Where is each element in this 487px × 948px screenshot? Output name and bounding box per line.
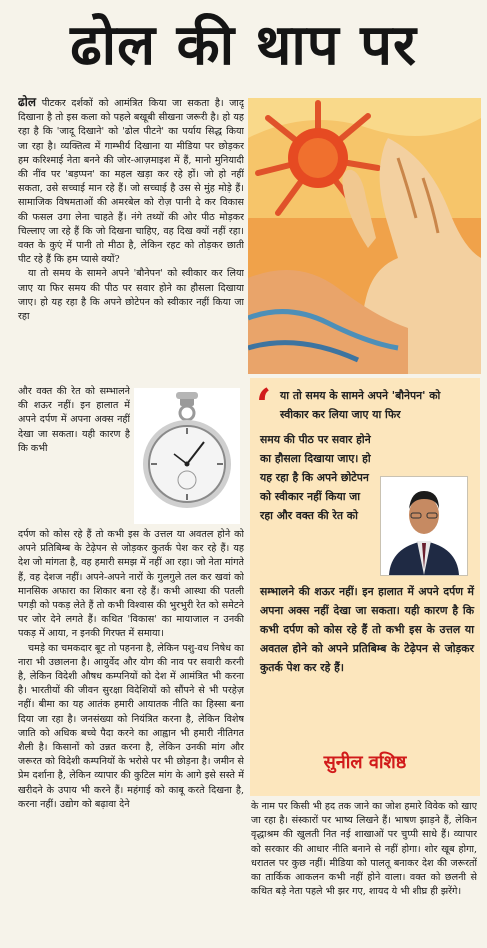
author-name: सुनील वशिष्ठ xyxy=(323,752,407,773)
quote-mark-icon: ‘ xyxy=(256,380,272,431)
article-column-1 xyxy=(18,95,244,385)
article-column-3 xyxy=(18,528,244,946)
pull-quote-line-2: समय की पीठ पर सवार होने का हौसला दिखाया जाए। हो यह रहा है कि अपने छोटेपन को स्वीकार नहीं किया जा रहा और वक्त की रेत को xyxy=(260,433,371,522)
article-column-2 xyxy=(18,385,130,530)
headline: ढोल की थाप पर xyxy=(70,13,417,78)
article-text-1: पीटकर दर्शकों को आमंत्रित किया जा सकता है। जादू दिखाना है तो इस कला को पहले बखूबी सीखना जरूरी है। हो यह रहा है कि 'जादू दिखाने' को 'ढोल पीटने' का पर्याय सिद्ध किया जा रहा है। व्यक्तित्व में गाम्भीर्य दिखाना या मीडिया पर छोड़कर हम करिश्माई नेता बनने की जोर-आज़माइश में हैं, मानो मुनियादी की नींव पर 'बड़प्पन' का महल खड़ा कर रहे हों। जो हो नहीं सकता, उसे सच्चाई मान रहे हैं। जो सच्चाई है उस से मुंह मोड़े हैं। सामाजिक विषमताओं की अमरबेल को रोज़ पानी दे कर विकास की फसल उगा लेना चाहते हैं। नंगे तथ्यों की ओर पीठ मोड़कर चिल्लाए जा रहे हैं कि जो दिखना चाहिए, वह दिख क्यों नहीं रहा। वक्त के कुएं में पानी तो मीठा है, लेकिन रहट को तोड़कर छाती पीट रहे हैं कि हम प्यासे क्यों? xyxy=(18,98,244,266)
article-para-4: दर्पण को कोस रहे हैं तो कभी इस के उत्तल या अवतल होने को अपने प्रतिबिम्ब के टेढ़ेपन से जोड़कर कुतर्क पेश कर रहे हैं। यह देश जो मांगता है, वह हमारी समझ में नहीं आ रहा। जो नेता मांगते हैं, वह देशज नहीं। अपने-अपने नारों के गुलगुले तल कर खवां को मानसिक अफारा का शिकार बना रहे हैं। कभी आस्था की पतली पगड़ी को पकड़ लेते हैं तो कभी विश्वास की भुरभुरी रेत को समेटने पर जोर देने लगते हैं। कथित 'विकास' का मायाजाल न उनकी पकड़ में आया, न इनकी गिरफ्त में समाया। xyxy=(18,529,244,640)
author-photo xyxy=(380,476,468,576)
article-para-2: या तो समय के सामने अपने 'बौनेपन' को स्वीकार कर लिया जाए या फिर समय की पीठ पर सवार होने का हौसला दिखाया जाए। हो यह रहा है कि अपने छोटेपन को स्वीकार नहीं किया जा रहा xyxy=(18,268,244,323)
pull-quote-box xyxy=(250,378,480,796)
lead-word: ढोल xyxy=(18,95,37,109)
article-para-1 xyxy=(18,95,244,267)
article-para-5: चमड़े का चमकदार बूट तो पहनना है, लेकिन पशु-वध निषेध का नारा भी उछालना है। आयुर्वेद और योग की नाव पर सवारी करनी है, लेकिन विदेशी औषध कम्पनियों को देश में आमंत्रित भी करना है। भारतीयों की जीवन सुरक्षा विदेशियों को सौंपने से भी परहेज़ नहीं। बीमा का यह आतंक हमारी आयातक नीति का हिस्सा बना दिया जा रहा है। जनसंख्या को नियंत्रित करना है, लेकिन विशेष जाति को अधिक बच्चे पैदा करने का आह्वान भी हमारी नीतिगत शैली है। किसानों को उन्नत करना है, लेकिन उनकी मांग और जरूरत को विदेशी कम्पनियों के भरोसे पर भी छोड़ना है। जमीन से प्रेम दर्शाना है, लेकिन व्यापार की कुटिल मांग के आगे इसे सस्ते में खरीदने के उपाय भी करने हैं। महंगाई को काबू करते दिखना है, करना नहीं। उद्योग को बढ़ावा देने xyxy=(18,642,244,810)
pull-quote-line-1: या तो समय के सामने अपने 'बौनेपन' को स्वीकार कर लिया जाए या फिर xyxy=(280,389,441,421)
stopwatch-image xyxy=(134,388,240,524)
pull-quote-line-3: सम्भालने की शऊर नहीं। इन हालात में अपने दर्पण में अपना अक्स नहीं देखा जा सकता। यही कारण है कि कभी दर्पण को कोस रहे हैं तो कभी इस के उत्तल या अवतल होने को अपने प्रतिबिम्ब के टेढ़ेपन से जोड़कर कुतर्क पेश कर रहे हैं। xyxy=(260,585,474,674)
hand-sun-illustration xyxy=(248,98,481,374)
article-column-4 xyxy=(251,800,477,946)
article-para-3: और वक्त की रेत को सम्भालने की शऊर नहीं। इन हालात में अपने दर्पण में अपना अक्स नहीं देखा जा सकता। यही कारण है कि कभी xyxy=(18,386,130,454)
article-para-6: के नाम पर किसी भी हद तक जाने का जोश हमारे विवेक को खाए जा रहा है। संस्कारों पर भाष्य लिखने हैं। भाषण झाड़ने हैं, लेकिन वृद्धाश्रम की खुलती नित नई शाखाओं पर चुप्पी साधे हैं। व्यापार को सरकार की आधार नीति बनाने से नहीं होगा। शोर खूब होगा, धरातल पर कुछ नहीं। मीडिया को पालतू बनाकर देश की जरूरतों का तार्किक आकलन कभी नहीं होने वाला। वक्त को छलनी से कथित बड़े नेता पहले भी झर गए, शायद ये भी शीघ्र ही झरेंगे। xyxy=(251,801,477,898)
